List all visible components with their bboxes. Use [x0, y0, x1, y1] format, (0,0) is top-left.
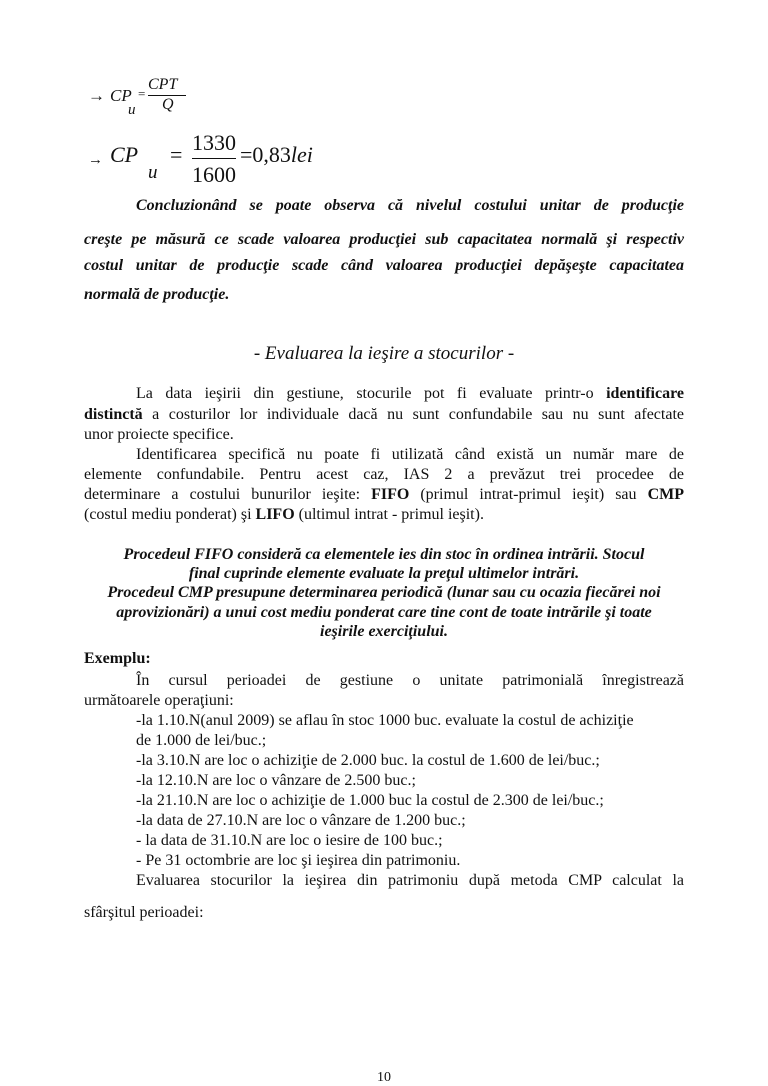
section-title: - Evaluarea la ieşire a stocurilor -	[253, 343, 515, 364]
para2-text: (ultimul intrat - primul ieşit).	[294, 506, 484, 523]
conclusion-line-1: Concluzionând se poate observa că nivelul costului unitar de producţie	[136, 197, 684, 214]
result-unit: lei	[290, 142, 313, 167]
operation-item: -la 21.10.N are loc o achiziţie de 1.000 buc la costul de 2.300 de lei/buc.;	[136, 792, 604, 809]
formula-numerator: 1330	[192, 130, 236, 155]
centered-line-2: final cuprinde elemente evaluate la preţul ultimelor intrări.	[188, 565, 580, 582]
para2-line-3	[84, 486, 684, 504]
formula-unit-cost-numeric	[88, 130, 328, 190]
para1-bold: identificare	[606, 385, 684, 402]
formula-denominator: 1600	[192, 162, 236, 187]
para1-text: a costurilor lor individuale dacă nu sunt confundabile sau nu sunt afectate	[142, 406, 684, 423]
operation-item: -la 12.10.N are loc o vânzare de 2.500 buc.;	[136, 772, 416, 789]
para2-text: determinare a costului bunurilor ieşite:	[84, 486, 372, 503]
formula-unit-cost	[88, 76, 218, 120]
operation-item: - la data de 31.10.N are loc o iesire de 100 buc.;	[136, 832, 443, 849]
para1-line-2	[84, 406, 684, 424]
page-number: 10	[377, 1070, 391, 1085]
para1-bold: distinctă	[84, 406, 143, 423]
para2-line-4	[84, 506, 684, 524]
formula-lhs: CP	[110, 86, 132, 105]
para2-line-2: elemente confundabile. Pentru acest caz, IAS 2 a prevăzut trei procedee de	[84, 466, 684, 483]
para2-line-1: Identificarea specifică nu poate fi utilizată când există un număr mare de	[136, 446, 684, 463]
example-intro-line-1: În cursul perioadei de gestiune o unitate patrimonială înregistrează	[136, 672, 684, 689]
conclusion-line-2: creşte pe măsură ce scade valoarea producţiei sub capacitatea normală şi respectiv	[84, 231, 684, 248]
operation-item: de 1.000 de lei/buc.;	[136, 732, 267, 749]
operation-item: -la 3.10.N are loc o achiziţie de 2.000 buc. la costul de 1.600 de lei/buc.;	[136, 752, 600, 769]
arrow-icon: →	[88, 152, 103, 168]
formula-lhs: CP	[110, 142, 139, 167]
operation-item: - Pe 31 octombrie are loc şi ieşirea din patrimoniu.	[136, 852, 461, 869]
para1-line-1	[84, 385, 684, 403]
para2-text: (primul intrat-primul ieşit) sau	[409, 486, 648, 503]
formula-equals: =	[170, 142, 183, 167]
para2-bold: FIFO	[371, 486, 410, 503]
formula-numerator: CPT	[148, 76, 178, 93]
centered-line-5: ieşirile exerciţiului.	[320, 623, 448, 640]
result-value: =0,83	[240, 142, 291, 167]
para2-bold: CMP	[647, 486, 684, 503]
example-intro-line-2: următoarele operaţiuni:	[84, 692, 234, 709]
final-line-2: sfârşitul perioadei:	[84, 904, 204, 921]
final-line-1: Evaluarea stocurilor la ieşirea din patrimoniu după metoda CMP calculat la	[136, 872, 684, 889]
para1-line-3: unor proiecte specifice.	[84, 426, 234, 443]
para1-text: La data ieşirii din gestiune, stocurile pot fi evaluate printr-o	[136, 385, 607, 402]
conclusion-line-3: costul unitar de producţie scade când valoarea producţiei depăşeşte capacitatea	[84, 257, 684, 274]
formula-equals: =	[138, 86, 146, 101]
formula-denominator: Q	[162, 96, 174, 113]
formula-subscript: u	[148, 162, 158, 183]
formula-result	[240, 142, 313, 168]
centered-line-3: Procedeul CMP presupune determinarea periodică (lunar sau cu ocazia fiecărei noi	[107, 584, 661, 601]
operation-item: -la 1.10.N(anul 2009) se aflau în stoc 1000 buc. evaluate la costul de achiziţie	[136, 712, 634, 729]
fraction-bar	[192, 158, 236, 159]
conclusion-line-4: normală de producţie.	[84, 286, 230, 303]
operation-item: -la data de 27.10.N are loc o vânzare de 1.200 buc.;	[136, 812, 466, 829]
centered-line-4: aprovizionări) a unui cost mediu ponderat care tine cont de toate intrările şi toate	[116, 604, 652, 621]
para2-text: (costul mediu ponderat) şi	[84, 506, 256, 523]
example-label: Exemplu:	[84, 650, 151, 667]
centered-line-1: Procedeul FIFO consideră ca elementele ies din stoc în ordinea intrării. Stocul	[123, 546, 645, 563]
formula-subscript: u	[128, 102, 136, 118]
arrow-icon: →	[88, 86, 105, 105]
para2-bold: LIFO	[255, 506, 295, 523]
